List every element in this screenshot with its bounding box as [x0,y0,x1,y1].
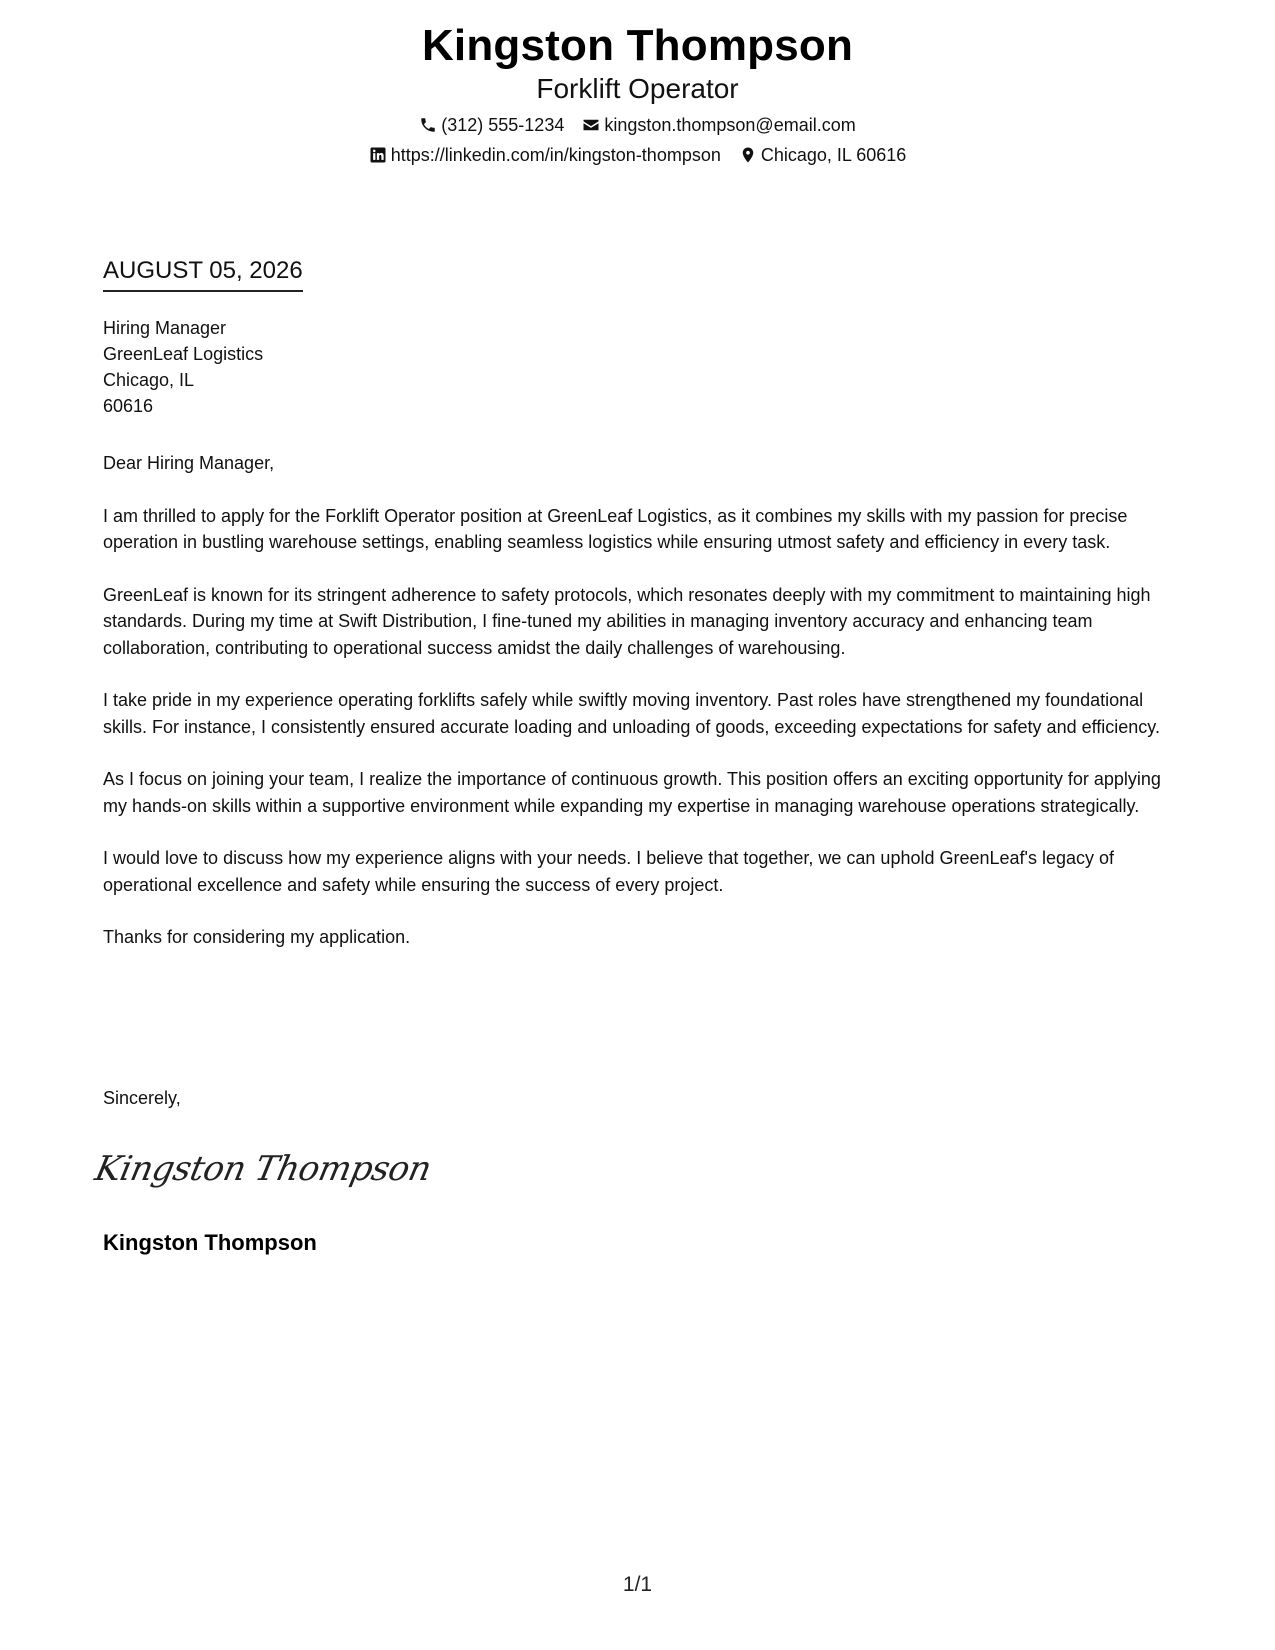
phone-icon [419,116,437,134]
applicant-name: Kingston Thompson [421,21,854,70]
body-paragraph: I would love to discuss how my experience aligns with your needs. I believe that together, we can uphold GreenLeaf's legacy of operational excellence and safety while ensuring the success of every project. [103,848,1115,895]
contact-line-1 [0,113,1275,137]
applicant-role: Forklift Operator [536,73,739,104]
linkedin-link[interactable]: https://linkedin.com/in/kingston-thompson [390,145,721,165]
envelope-icon [582,116,600,134]
closing: Sincerely, [103,1088,181,1108]
phone-text: (312) 555-1234 [441,115,565,135]
letter-date: AUGUST 05, 2026 [103,256,303,292]
email-link[interactable]: kingston.thompson@email.com [604,115,856,135]
recipient-block [103,315,263,419]
signer-name: Kingston Thompson [103,1230,317,1255]
contact-linkedin [369,143,721,167]
body-paragraph: I take pride in my experience operating forklifts safely while swiftly moving inventory. Past roles have strengthened my foundational skills. For instance, I consistently ensured accurate loading and unloading of goods, exceeding expectations for safety and efficiency. [103,690,1160,737]
salutation: Dear Hiring Manager, [103,453,275,473]
body-paragraph: GreenLeaf is known for its stringent adherence to safety protocols, which resonates deeply with my commitment to maintaining high standards. During my time at Swift Distribution, I fine-tuned my abilities in managing inventory accuracy and enhancing team collaboration, contributing to operational success amidst the daily challenges of warehousing. [103,584,1151,658]
body-paragraph: Thanks for considering my application. [103,927,411,947]
contact-location [739,143,906,167]
recipient-city: Chicago, IL [103,370,195,390]
contact-phone [419,113,564,137]
recipient-company: GreenLeaf Logistics [103,344,264,364]
body-paragraph: As I focus on joining your team, I realize the importance of continuous growth. This position offers an exciting opportunity for applying my hands-on skills within a supportive environment while expanding my expertise in managing warehouse operations strategically. [103,769,1161,816]
linkedin-icon [369,146,387,164]
body-paragraph: I am thrilled to apply for the Forklift Operator position at GreenLeaf Logistics, as it combines my skills with my passion for precise operation in bustling warehouse settings, enabling seamless logistics while ensuring utmost safety and efficiency in every task. [103,505,1128,552]
map-pin-icon [739,146,757,164]
contact-email [582,113,855,137]
page-number: 1/1 [622,1573,653,1596]
recipient-title: Hiring Manager [103,318,227,338]
letter-body [103,450,1173,977]
svg-text:Kingston Thompson: Kingston Thompson [91,1149,435,1189]
location-text: Chicago, IL 60616 [760,145,907,165]
recipient-zip: 60616 [103,396,154,416]
letter-header [0,18,1275,167]
contact-line-2 [0,143,1275,167]
signature-image [91,1140,435,1200]
